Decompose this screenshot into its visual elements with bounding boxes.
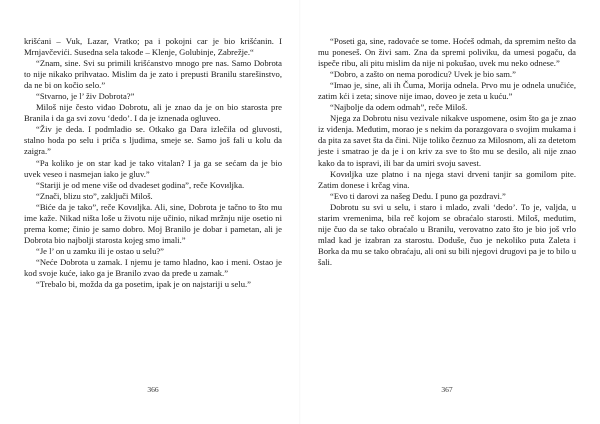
paragraph: Miloš nije često viđao Dobrotu, ali je znao da je on bio starosta pre Branila i da ga svi zovu ‘dedo’. I da je iznenada ogluveo. xyxy=(24,102,282,124)
right-page-text xyxy=(318,36,576,268)
paragraph: “Poseti ga, sine, radovaće se tome. Hoćeš odmah, da spremim nešto da mu poneseš. On živi sam. Zna da spremi poliviku, da umesi pogaču, da ispeče ribu, ali pitu mislim da nije ni pokušao, uvek mu neko odnese.” xyxy=(318,36,576,69)
paragraph: “Neće Dobrota u zamak. I njemu je tamo hladno, kao i meni. Ostao je kod svoje kuće, iako ga je Branilo zvao da pređe u zamak.” xyxy=(24,256,282,278)
page-number: 367 xyxy=(441,385,453,394)
paragraph: “Je l’ on u zamku ili je ostao u selu?” xyxy=(36,245,164,256)
paragraph: krišćani – Vuk, Lazar, Vratko; pa i pokojni car je bio krišćanin. I Mrnjavčevići. Susedna sela takođe – Klenje, Golubinje, Zabrežje.“ xyxy=(24,36,282,58)
paragraph: “Pa koliko je on star kad je tako vitalan? I ja ga se sećam da je bio uvek veseo i nasmejan iako je gluv.” xyxy=(24,157,282,179)
paragraph: “Najbolje da odem odmah”, reče Miloš. xyxy=(330,102,468,113)
book-gutter xyxy=(299,0,301,424)
paragraph: “Stariji je od mene više od dvadeset godina”, reče Kovиljka. xyxy=(36,179,245,190)
paragraph: “Evo ti darovi za našeg Dedu. I puno ga pozdravi.” xyxy=(330,190,506,201)
paragraph: Kovиljka uze platno i na njega stavi drveni tanjir sa gomilom pite. Zatim donese i krčag vina. xyxy=(318,168,576,190)
paragraph: “Dobro, a zašto on nema porodicu? Uvek je bio sam.” xyxy=(330,69,516,80)
paragraph: Njega za Dobrotu nisu vezivale nikakve uspomene, osim što ga je znao iz viđenja. Međutim, morao je s nekim da porazgovara o svojim mukama i da pita za savet šta da čini. Nije toliko čeznuo za Milosnom, ali za detetom jeste i smatrao je da je i on kriv za sve to što mu se desilo, ali nije znao kako da to ispravi, ili bar da umiri svoju savest. xyxy=(318,113,576,168)
paragraph: “Živ je deda. I podmladio se. Otkako ga Dara izlečila od gluvosti, stalno hoda po selu i priča s ljudima, smeje se. Samo još fali u kolu da zaigra.” xyxy=(24,124,282,157)
right-page xyxy=(318,36,576,416)
paragraph: “Stvarno, je l’ živ Dobrota?” xyxy=(36,91,135,102)
paragraph: “Biće da je tako”, reče Kovиljka. Ali, sine, Dobrota je tačno to što mu ime kaže. Nikad ništa loše u životu nije učinio, nikad mržnju nije osetio ni prema kome; činio je samo dobro. Moj Branilo je dobar i pametan, ali je Dobrota bio najbolji starosta kojeg smo imali.” xyxy=(24,201,282,245)
paragraph: “Trebalo bi, možda da ga posetim, ipak je on najstariji u selu.” xyxy=(36,279,251,290)
page-number: 366 xyxy=(147,385,159,394)
paragraph: Dobrotu su svi u selu, i staro i mlado, zvali ‘dedo’. To je, valjda, u starim vremenima, bila reč kojom se obraćalo starosti. Miloš, međutim, nije čuo da se tako obraćalo u Branilu, verovatno zato što je bio još vrlo mlad kad je izabran za starostu. Doduše, čuo je nekoliko puta Zaleta i Borka da mu se tako obraćaju, ali oni su bili njegovi drugovi pa je to bilo u šali. xyxy=(318,201,577,267)
paragraph: “Znam, sine. Svi su primili krišćanstvo mnogo pre nas. Samo Dobrota to nije nikako prihvatao. Mislim da je zato i prepusti Branilu starešinstvo, da ne bi on kočio selo.” xyxy=(24,58,282,91)
left-page-text xyxy=(24,36,282,290)
paragraph: “Znači, blizu sto”, zaključi Miloš. xyxy=(36,190,153,201)
left-page xyxy=(24,36,282,416)
paragraph: “Imao je, sine, ali ih Čuma, Morija odnela. Prvo mu je odnela unučiće, zatim kći i zeta; sinove nije imao, doveo je zeta u kuću.” xyxy=(318,80,576,102)
